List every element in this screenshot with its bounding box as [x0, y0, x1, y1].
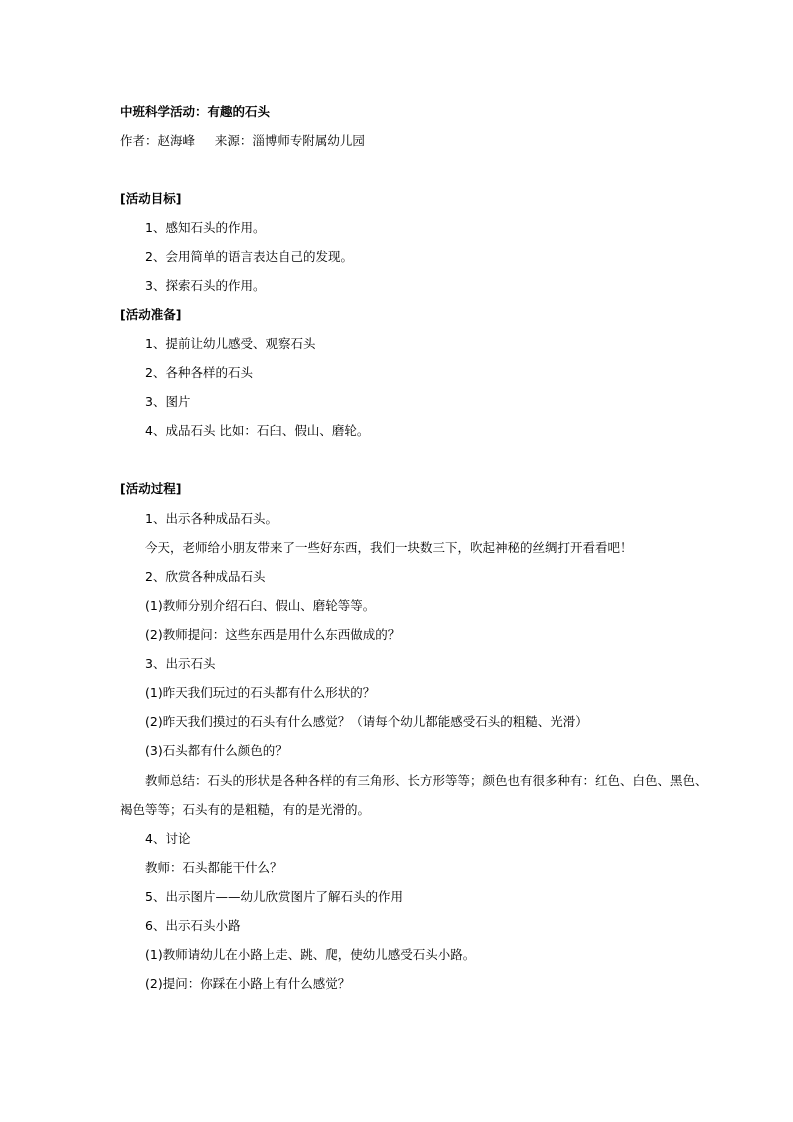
process-line: 今天，老师给小朋友带来了一些好东西，我们一块数三下，吹起神秘的丝绸打开看看吧！ [145, 540, 633, 555]
prep-item: 3、图片 [145, 394, 191, 409]
prep-item: 1、提前让幼儿感受、观察石头 [145, 336, 316, 351]
process-line: (3)石头都有什么颜色的？ [145, 743, 288, 758]
goals-heading: [活动目标] [120, 191, 182, 206]
process-line: 5、出示图片——幼儿欣赏图片了解石头的作用 [145, 889, 403, 904]
prep-item: 4、成品石头 比如：石臼、假山、磨轮。 [145, 423, 370, 438]
process-line: 2、欣赏各种成品石头 [145, 569, 266, 584]
process-line: 教师：石头都能干什么？ [145, 860, 283, 875]
prep-item: 2、各种各样的石头 [145, 365, 253, 380]
goals-item: 2、会用简单的语言表达自己的发现。 [145, 249, 353, 264]
goals-item: 1、感知石头的作用。 [145, 220, 266, 235]
process-line: (1)昨天我们玩过的石头都有什么形状的？ [145, 685, 376, 700]
process-line: (2)教师提问：这些东西是用什么东西做成的？ [145, 627, 401, 642]
process-line: 褐色等等；石头有的是粗糙，有的是光滑的。 [120, 802, 371, 817]
process-line: 1、出示各种成品石头。 [145, 511, 278, 526]
process-line: 教师总结：石头的形状是各种各样的有三角形、长方形等等；颜色也有很多种有：红色、白色、黑色、 [145, 773, 708, 788]
byline: 作者：赵海峰 来源：淄博师专附属幼儿园 [120, 133, 365, 148]
process-line: (1)教师分别介绍石臼、假山、磨轮等等。 [145, 598, 376, 613]
document-title: 中班科学活动：有趣的石头 [120, 104, 271, 119]
process-line: 6、出示石头小路 [145, 918, 241, 933]
process-line: (1)教师请幼儿在小路上走、跳、爬，使幼儿感受石头小路。 [145, 947, 476, 962]
process-line: 4、讨论 [145, 831, 191, 846]
process-line: (2)提问：你踩在小路上有什么感觉？ [145, 976, 351, 991]
goals-item: 3、探索石头的作用。 [145, 278, 266, 293]
prep-heading: [活动准备] [120, 307, 182, 322]
process-heading: [活动过程] [120, 481, 182, 496]
process-line: 3、出示石头 [145, 656, 216, 671]
process-line: (2)昨天我们摸过的石头有什么感觉？（请每个幼儿都能感受石头的粗糙、光滑） [145, 714, 588, 729]
